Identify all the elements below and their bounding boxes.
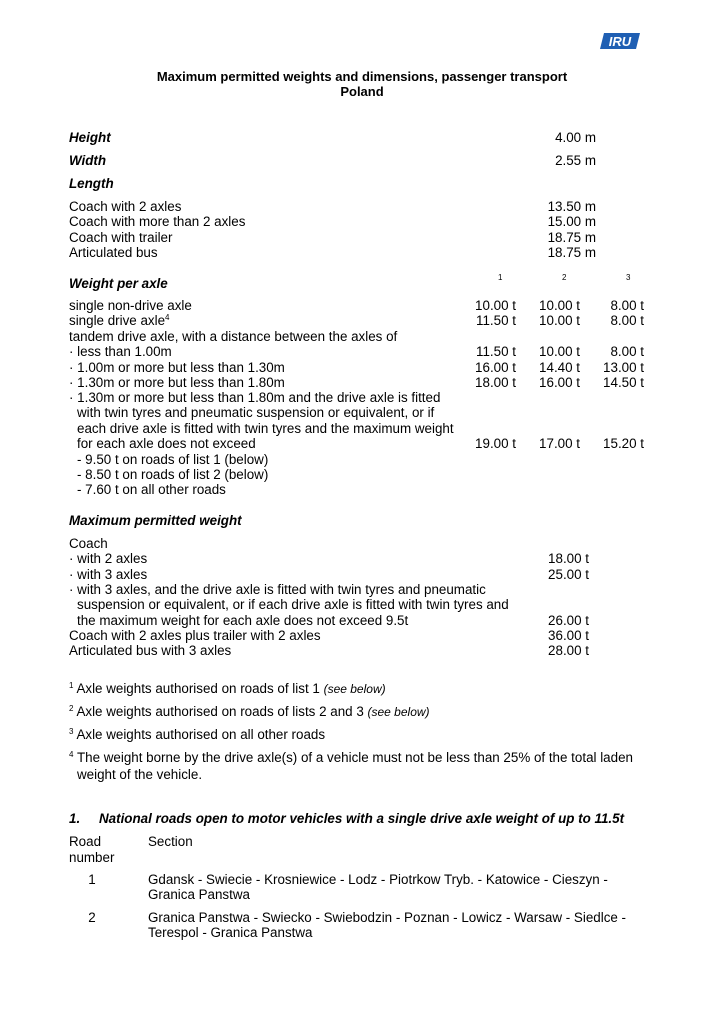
axle-row-label: · less than 1.00m bbox=[69, 344, 172, 359]
page-title: Maximum permitted weights and dimensions, passenger transport bbox=[156, 69, 568, 84]
axle-value-col1: 11.50 t bbox=[476, 344, 516, 359]
mpw-coach-label: Coach bbox=[69, 536, 108, 551]
iru-logo bbox=[600, 32, 640, 50]
column-header-section: Section bbox=[148, 834, 193, 849]
length-row-value: 13.50 m bbox=[547, 199, 596, 214]
mpw-row-label: Coach with 2 axles plus trailer with 2 axles bbox=[69, 628, 321, 643]
height-value: 4.00 m bbox=[555, 130, 596, 145]
mpw-row-value: 25.00 t bbox=[548, 567, 589, 582]
axle-value-col1: 11.50 t bbox=[476, 313, 516, 328]
page-subtitle-country: Poland bbox=[340, 84, 384, 99]
width-label: Width bbox=[69, 153, 107, 168]
footnote: $^2$ Axle weights authorised on roads of lists 2 and 3 (see below) bbox=[69, 704, 430, 719]
axle-value-col1: 18.00 t bbox=[475, 375, 516, 390]
mpw-row-value: 18.00 t bbox=[548, 551, 589, 566]
length-row-label: Coach with trailer bbox=[69, 230, 173, 245]
column-header-road: Road bbox=[69, 834, 102, 849]
axle-value-col3: 8.00 t bbox=[610, 298, 644, 313]
axle-value-col1: 19.00 t bbox=[475, 436, 516, 451]
max-weight-label: Maximum permitted weight bbox=[69, 513, 242, 528]
axle-row-label: - 9.50 t on roads of list 1 (below) bbox=[77, 452, 269, 467]
axle-column-number: 3 bbox=[626, 273, 631, 282]
length-row-value: 18.75 m bbox=[547, 230, 596, 245]
length-row-label: Articulated bus bbox=[69, 245, 158, 260]
axle-row-label: - 7.60 t on all other roads bbox=[77, 482, 226, 497]
axle-value-col2: 10.00 t bbox=[539, 313, 580, 328]
axle-value-col3: 15.20 t bbox=[603, 436, 644, 451]
footnote: $^4$ The weight borne by the drive axle(s) of a vehicle must not be less than 25% of the total laden weight of the vehicle. bbox=[69, 750, 633, 783]
width-value: 2.55 m bbox=[555, 153, 596, 168]
axle-weight-label: Weight per axle bbox=[69, 276, 168, 291]
section-title: National roads open to motor vehicles with a single drive axle weight of up to 11.5t bbox=[99, 811, 625, 826]
mpw-row-label: · with 2 axles bbox=[69, 551, 148, 566]
footnote-ref: 4 bbox=[165, 313, 170, 322]
axle-value-col3: 14.50 t bbox=[603, 375, 644, 390]
axle-value-col1: 16.00 t bbox=[475, 360, 516, 375]
axle-row-label: - 8.50 t on roads of list 2 (below) bbox=[77, 467, 269, 482]
mpw-row-label: Articulated bus with 3 axles bbox=[69, 643, 232, 658]
road-number: 2 bbox=[88, 910, 96, 925]
axle-value-col2: 10.00 t bbox=[539, 298, 580, 313]
axle-value-col1: 10.00 t bbox=[475, 298, 516, 313]
mpw-row-label: · with 3 axles, and the drive axle is fitted with twin tyres and pneumatic bbox=[69, 582, 486, 597]
axle-row-label-cont: each drive axle is fitted with twin tyres and the maximum weight bbox=[77, 421, 454, 436]
footnote: $^3$ Axle weights authorised on all other roads bbox=[69, 727, 326, 742]
axle-value-col2: 10.00 t bbox=[539, 344, 580, 359]
length-row-value: 18.75 m bbox=[547, 245, 596, 260]
footnote: $^1$ Axle weights authorised on roads of list 1 (see below) bbox=[69, 681, 386, 696]
axle-value-col2: 14.40 t bbox=[539, 360, 580, 375]
axle-value-col3: 8.00 t bbox=[610, 344, 644, 359]
length-row-value: 15.00 m bbox=[547, 214, 596, 229]
axle-row-label: · 1.30m or more but less than 1.80m bbox=[69, 375, 285, 390]
mpw-row-value: 28.00 t bbox=[548, 643, 589, 658]
axle-row-label: single drive axle$^4$ bbox=[69, 313, 170, 328]
mpw-row-label-cont: the maximum weight for each axle does not exceed 9.5t bbox=[77, 613, 409, 628]
road-section: Granica Panstwa - Swiecko - Swiebodzin - Poznan - Lowicz - Warsaw - Siedlce - Terespol - Granica Panstwa bbox=[148, 910, 627, 941]
length-row-label: Coach with 2 axles bbox=[69, 199, 182, 214]
length-label: Length bbox=[69, 176, 114, 191]
column-header-road-number: number bbox=[69, 850, 115, 865]
mpw-row-value: 36.00 t bbox=[548, 628, 589, 643]
axle-row-label-cont: for each axle does not exceed bbox=[77, 436, 256, 451]
axle-value-col2: 16.00 t bbox=[539, 375, 580, 390]
axle-value-col2: 17.00 t bbox=[539, 436, 580, 451]
axle-row-label: single non-drive axle bbox=[69, 298, 192, 313]
axle-column-number: 1 bbox=[498, 273, 503, 282]
axle-row-label-cont: with twin tyres and pneumatic suspension or equivalent, or if bbox=[77, 405, 435, 420]
axle-column-number: 2 bbox=[562, 273, 567, 282]
axle-row-label: · 1.00m or more but less than 1.30m bbox=[69, 360, 285, 375]
axle-row-label: tandem drive axle, with a distance between the axles of bbox=[69, 329, 398, 344]
mpw-row-label: · with 3 axles bbox=[69, 567, 148, 582]
mpw-row-label-cont: suspension or equivalent, or if each drive axle is fitted with twin tyres and bbox=[77, 597, 509, 612]
road-section: Gdansk - Swiecie - Krosniewice - Lodz - Piotrkow Tryb. - Katowice - Cieszyn - Granica Panstwa bbox=[148, 872, 608, 903]
length-row-label: Coach with more than 2 axles bbox=[69, 214, 246, 229]
logo-text: IRU bbox=[608, 34, 632, 49]
road-number: 1 bbox=[88, 872, 96, 887]
axle-value-col3: 8.00 t bbox=[610, 313, 644, 328]
axle-value-col3: 13.00 t bbox=[603, 360, 644, 375]
mpw-row-value: 26.00 t bbox=[548, 613, 589, 628]
height-label: Height bbox=[69, 130, 111, 145]
section-number: 1. bbox=[69, 811, 81, 826]
axle-row-label: · 1.30m or more but less than 1.80m and the drive axle is fitted bbox=[69, 390, 441, 405]
